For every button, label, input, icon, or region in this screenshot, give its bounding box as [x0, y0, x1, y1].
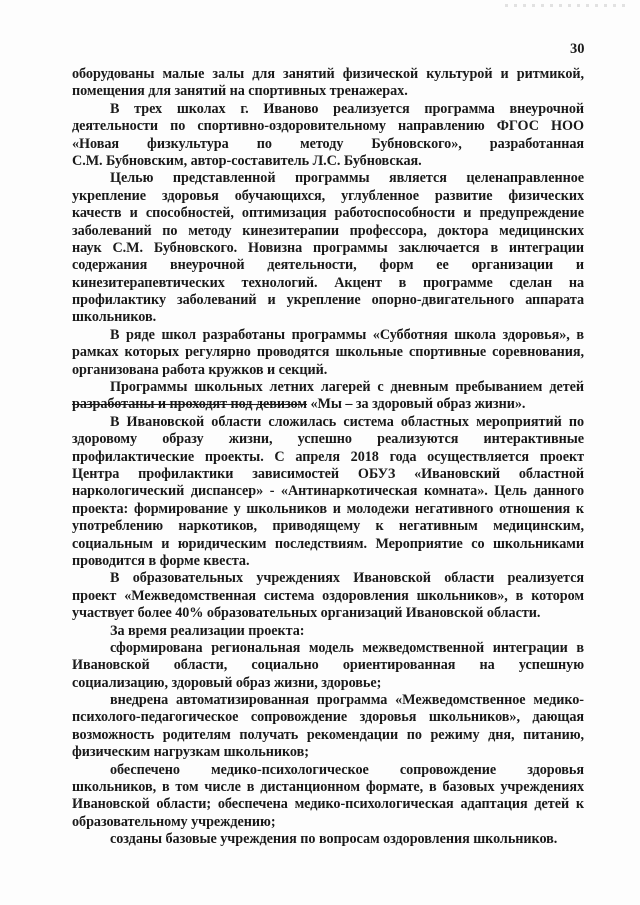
page-number: 30: [570, 41, 585, 57]
text-line: деятельности по спортивно-оздоровительному направлению ФГОС НОО: [72, 118, 584, 135]
paragraph: [72, 170, 584, 327]
text-line: С.М. Бубновским, автор-составитель Л.С. Бубновская.: [72, 152, 422, 169]
paragraph: [72, 66, 584, 101]
text-line: проекта: формирование у школьников и молодежи негативного отношения к: [72, 500, 584, 517]
text-line: проект «Межведомственная система оздоровления школьников», в котором: [72, 587, 584, 604]
text-line: Ивановской области; обеспечена медико-психологическая адаптация детей к: [72, 796, 584, 813]
text-line: организована работа кружков и секций.: [72, 361, 328, 378]
text-line: возможность родителям получать рекомендации по режиму дня, питанию,: [72, 726, 584, 743]
text-line: помещения для занятий на спортивных тренажерах.: [72, 83, 408, 100]
paragraph: [72, 570, 584, 622]
text-line: социальным и юридическим последствиям. Мероприятие со школьниками: [72, 535, 584, 552]
text-line: психолого-педагогическое сопровождение здоровья школьников», дающая: [72, 709, 584, 726]
text-line: укрепление здоровья обучающихся, углубленное развитие физических: [72, 187, 584, 204]
paragraph: [72, 831, 584, 848]
text-line: обеспечено медико-психологическое сопровождение здоровья: [110, 761, 584, 778]
text-line: В Ивановской области сложилась система областных мероприятий по: [110, 413, 584, 430]
text-line: В трех школах г. Иваново реализуется программа внеурочной: [110, 100, 584, 117]
text-line: физическим нагрузкам школьников;: [72, 744, 309, 761]
text-line: содержания внеурочной деятельности, форм ее организации и: [72, 257, 584, 274]
text-line: внедрена автоматизированная программа «Межведомственное медико-: [110, 692, 584, 709]
paragraph: [72, 327, 584, 379]
text-line: употреблению наркотиков, приводящему к негативным медицинским,: [72, 518, 584, 535]
text-line: профилактические проекты. С апреля 2018 года осуществляется проект: [72, 448, 584, 465]
text-line: заболеваний по методу кинезитерапии профессора, доктора медицинских: [72, 222, 584, 239]
text-line: школьников, в том числе в дистанционном формате, в базовых учреждениях: [72, 779, 584, 796]
text-line: В ряде школ разработаны программы «Субботняя школа здоровья», в: [110, 326, 584, 343]
document-body: [72, 66, 584, 849]
text-line: наук С.М. Бубновского. Новизна программы заключается в интеграции: [72, 239, 584, 256]
text-line: образовательному учреждению;: [72, 813, 276, 830]
text-line: рамках которых регулярно проводятся школьные спортивные соревнования,: [72, 344, 584, 361]
text-line: Целью представленной программы является целенаправленное: [110, 170, 584, 187]
scan-artifact: [505, 4, 625, 7]
text-fragment: «Мы – за здоровый образ жизни».: [306, 396, 526, 413]
text-line: кинезитерапевтических технологий. Акцент в программе сделан на: [72, 274, 584, 291]
text-line: сформирована региональная модель межведомственной интеграции в: [110, 639, 584, 656]
paragraph: [72, 692, 584, 762]
text-line: В образовательных учреждениях Ивановской области реализуется: [110, 570, 584, 587]
paragraph: [72, 414, 584, 571]
text-line: школьников.: [72, 309, 157, 326]
text-line: профилактику заболеваний и укрепление опорно-двигательного аппарата: [72, 292, 584, 309]
text-line: здоровому образу жизни, успешно реализуются интерактивные: [72, 431, 584, 448]
paragraph: [72, 640, 584, 692]
text-line: качеств и способностей, оптимизация работоспособности и предупреждение: [72, 205, 584, 222]
text-line: Ивановской области, социально ориентированная на успешную: [72, 657, 584, 674]
text-line: проводится в форме квеста.: [72, 552, 250, 569]
paragraph: [72, 762, 584, 832]
paragraph: [72, 379, 584, 414]
text-line: участвует более 40% образовательных организаций Ивановской области.: [72, 605, 541, 622]
text-line: оборудованы малые залы для занятий физической культурой и ритмикой,: [72, 66, 584, 82]
text-line: наркологический диспансер» - «Антинаркотическая комната». Цель данного: [72, 483, 584, 500]
text-line: созданы базовые учреждения по вопросам оздоровления школьников.: [110, 831, 558, 848]
text-line: Центра профилактики зависимостей ОБУЗ «Ивановский областной: [72, 465, 584, 482]
text-line: «Новая физкультура по методу Бубновского», разработанная: [72, 135, 584, 152]
paragraph: [72, 101, 584, 171]
text-line: За время реализации проекта:: [110, 622, 305, 639]
struck-text: разработаны и проходят под девизом: [72, 396, 307, 413]
text-line: [72, 396, 584, 413]
text-line: Программы школьных летних лагерей с дневным пребыванием детей: [110, 379, 584, 396]
paragraph: [72, 623, 584, 640]
text-line: социализацию, здоровый образ жизни, здоровье;: [72, 674, 382, 691]
